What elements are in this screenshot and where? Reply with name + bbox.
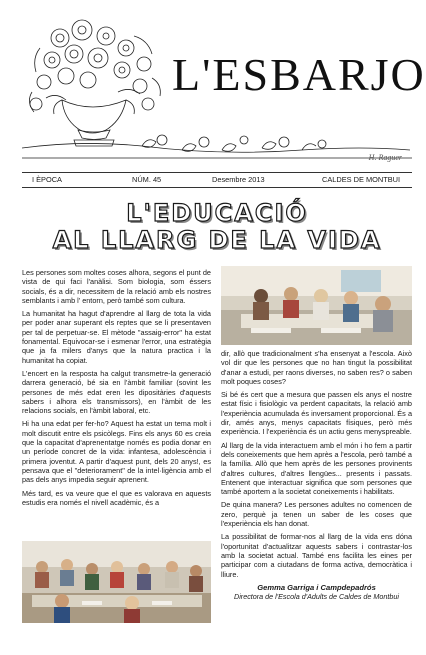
- article-headline: [22, 200, 412, 254]
- classroom-photo-bottom: [22, 541, 211, 623]
- issue-epoch: I ÈPOCA: [32, 175, 62, 184]
- paragraph: dir, allò que tradicionalment s'ha ensenyat a l'escola. Això vol dir que les persones que no han tingut la possibilitat d'anar a estudi, per raons diverses, no saben res? o saben molt poques coses?: [221, 349, 412, 386]
- headline-line-1: L'EDUCACIÓ: [126, 199, 308, 227]
- classroom-photo-top: [221, 266, 412, 345]
- author-role: Directora de l'Escola d'Adults de Caldes de Montbui: [234, 592, 399, 602]
- issue-date: Desembre 2013: [212, 175, 265, 184]
- paragraph: Hi ha una edat per fer-ho? Aquest ha estat un tema molt i molt discutit entre els psicòlegs. Fins els anys 60 es creia que la capacitat d'aprenentatge només es podia donar en un període concret de la vida: infantesa, adolescència i primera joventut. A partir d'aquest punt, dels 20 anys!, es pensava que el "deteriorament" de la intel·ligència amb el pas dels anys impedia seguir aprenent.: [22, 419, 211, 485]
- left-column: [22, 268, 211, 511]
- paragraph: L'encert en la resposta ha calgut transmetre-la generació darrera generació, bé sia en l'àmbit familiar (sovint les persones de més edat eren les dipositàries d'aquests sabers i alhora els transmissors), en l'àmbit de les relacions socials, en l'àmbit laboral, etc.: [22, 368, 211, 416]
- paragraph: La possibilitat de formar-nos al llarg de la vida ens dóna l'oportunitat d'actualitzar aquests sabers i contrastar-los amb la societat actual. També ens facilita les eines per participar com a ciutadans de forma activa, democràtica i lliure.: [221, 532, 412, 579]
- paragraph: Al llarg de la vida interactuem amb el món i ho fem a partir dels coneixements que hem après a l'escola, però també a la família. Allò que hem après de les persones provinents d'altres cultures, d'altres llengües... presents i passats. Entenent que interactuar significa que som persones que també aportem a la societat coneixements i habilitats.: [221, 440, 412, 497]
- issue-info-bar: [22, 172, 412, 188]
- masthead: [22, 8, 426, 166]
- paragraph: Més tard, es va veure que el que es valorava en aquests estudis era només el nivell acadèmic, és a: [22, 488, 211, 507]
- paragraph: Les persones som moltes coses alhora, segons el punt de vista de qui faci l'anàlisi. Som biologia, som éssers socials, és a dir, necessitem de la relació amb els nostres semblants i amb l' entorn, però també som cultura.: [22, 268, 211, 305]
- issue-number: NÚM. 45: [132, 175, 162, 184]
- paragraph: La humanitat ha hagut d'aprendre al llarg de tota la vida per poder anar superant els reptes que se li presentaven per tal de perpetuar-se. El mètode "assaig-error" ha estat fonamental. Equivocar-se i esmenar l'error, una estratègia que ja fa milers d'anys que la natura practica i la humanitat ha copiat.: [22, 309, 211, 365]
- paragraph: De quina manera? Les persones adultes no comencen de zero, perquè ja tenen un saber de les coses que l'experiència els han donat.: [221, 500, 412, 529]
- engraver-signature: H. Raguer: [368, 153, 402, 162]
- masthead-logo: L'ESBARJO: [172, 49, 426, 100]
- author-name: Gemma Garriga i Campdepadrós: [257, 582, 376, 592]
- paragraph: Si bé és cert que a mesura que passen els anys el nostre estat físic i fisiològic va perdent capacitats, la relació amb l'experiència acumulada és inversament proporcional. És a dir, amés anys, menys capacitats físiques, però més experiència. I l'experiència és un actiu gens menyspreable.: [221, 390, 412, 437]
- issue-location: CALDES DE MONTBUI: [322, 175, 401, 184]
- headline-line-2: AL LLARG DE LA VIDA: [52, 226, 382, 254]
- right-column: [221, 349, 412, 601]
